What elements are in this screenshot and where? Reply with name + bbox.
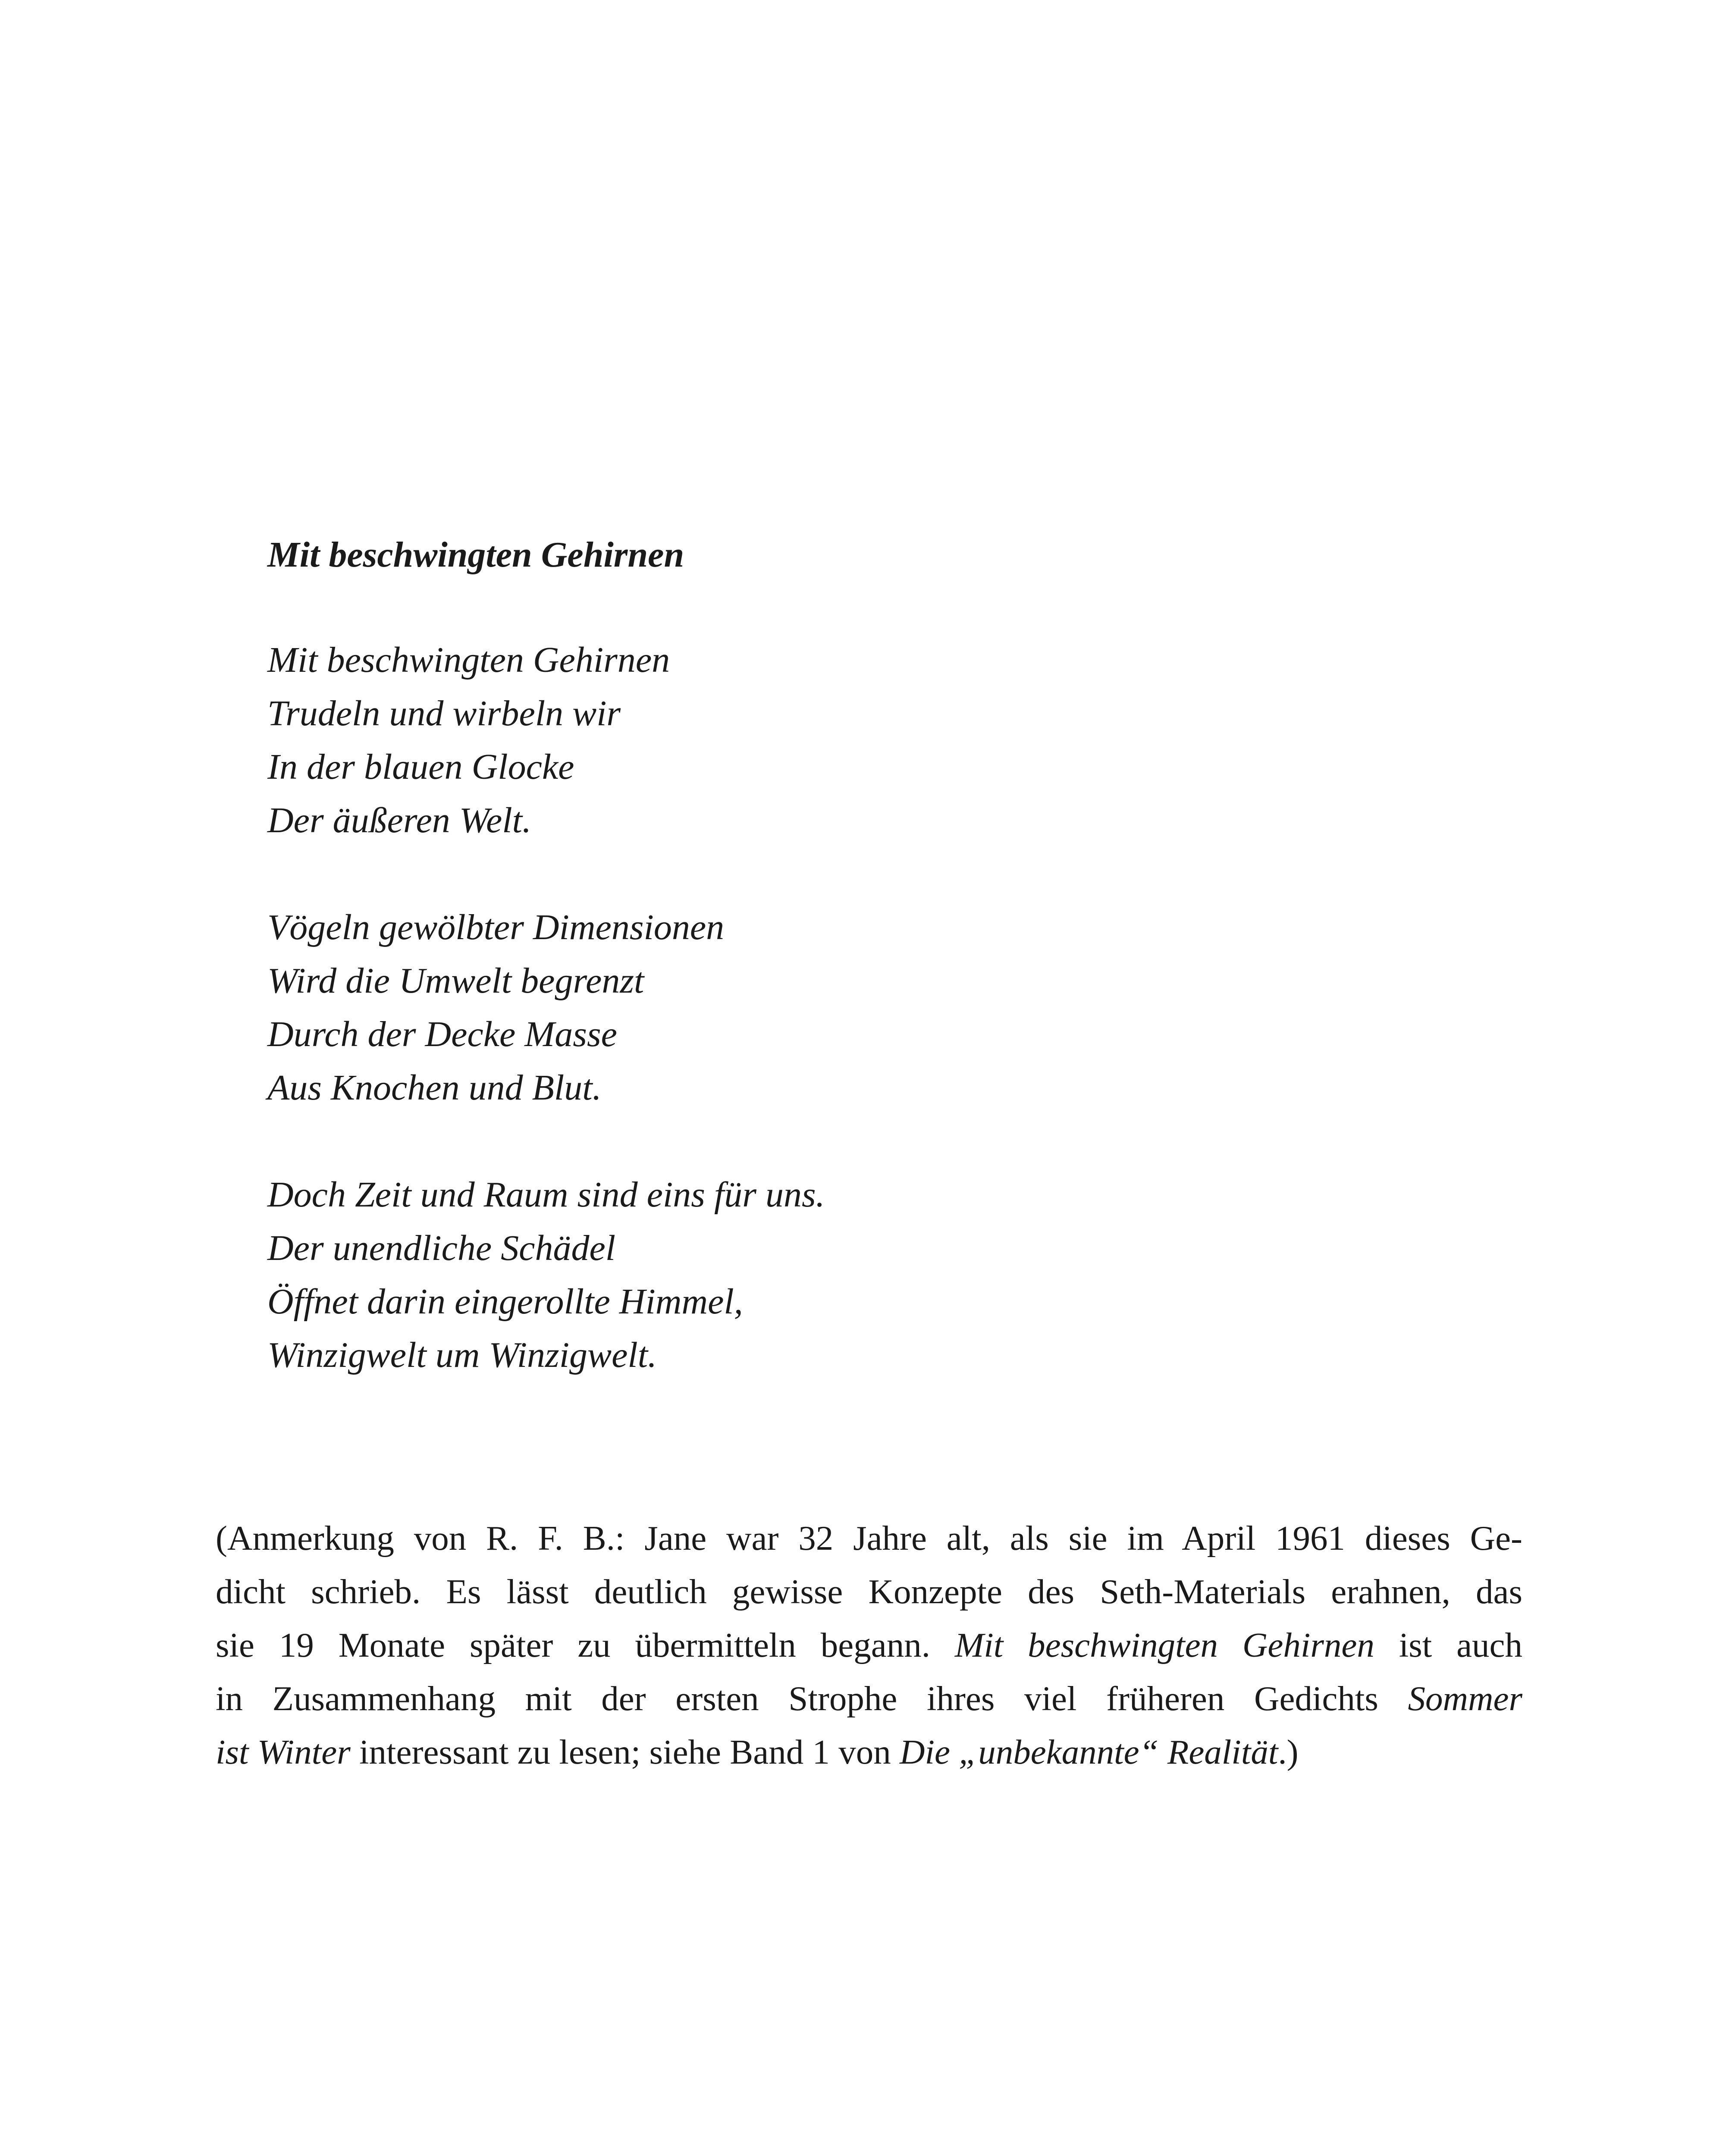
note-line-2: dicht schrieb. Es lässt deutlich gewisse Konzepte des Seth-Materials erahnen, das xyxy=(216,1572,1522,1611)
poem xyxy=(267,528,1389,1382)
verse-line: Trudeln und wirbeln wir xyxy=(267,693,621,733)
note-line-5 xyxy=(216,1725,1522,1779)
stanza-2 xyxy=(267,901,1389,1115)
editor-note xyxy=(216,1511,1522,1779)
note-text: ist auch xyxy=(1374,1626,1522,1664)
stanza-1 xyxy=(267,633,1389,847)
verse-line: Aus Knochen und Blut. xyxy=(267,1068,602,1108)
note-line-3 xyxy=(216,1618,1522,1672)
verse-line: In der blauen Glocke xyxy=(267,747,574,787)
verse-line: Doch Zeit und Raum sind eins für uns. xyxy=(267,1175,825,1215)
verse-line: Der äußeren Welt. xyxy=(267,800,531,840)
verse-line: Der unendliche Schädel xyxy=(267,1228,616,1268)
verse-line: Durch der Decke Masse xyxy=(267,1014,617,1054)
verse-line: Wird die Umwelt begrenzt xyxy=(267,961,644,1001)
note-text: .) xyxy=(1278,1733,1299,1771)
note-line-4 xyxy=(216,1672,1522,1725)
note-line-1: (Anmerkung von R. F. B.: Jane war 32 Jahre alt, als sie im April 1961 dieses Ge- xyxy=(216,1519,1522,1557)
note-text: in Zusammenhang mit der ersten Strophe ihres viel früheren Gedichts xyxy=(216,1679,1408,1718)
verse-line: Vögeln gewölbter Dimensionen xyxy=(267,907,725,947)
verse-line: Mit beschwingten Gehirnen xyxy=(267,640,670,680)
poem-title: Mit beschwingten Gehirnen xyxy=(267,535,684,575)
note-text: interessant zu lesen; siehe Band 1 von xyxy=(350,1733,900,1771)
poem-title-reference: ist Winter xyxy=(216,1733,351,1771)
verse-line: Winzigwelt um Winzigwelt. xyxy=(267,1335,657,1375)
note-text: sie 19 Monate später zu übermitteln begann. xyxy=(216,1626,955,1664)
stanza-3 xyxy=(267,1168,1389,1382)
book-title-reference: Die „unbekannte“ Realität xyxy=(899,1733,1278,1771)
poem-title-reference: Mit beschwingten Gehirnen xyxy=(954,1626,1374,1664)
poem-title-reference: Sommer xyxy=(1408,1679,1522,1718)
verse-line: Öffnet darin eingerollte Himmel, xyxy=(267,1282,743,1322)
